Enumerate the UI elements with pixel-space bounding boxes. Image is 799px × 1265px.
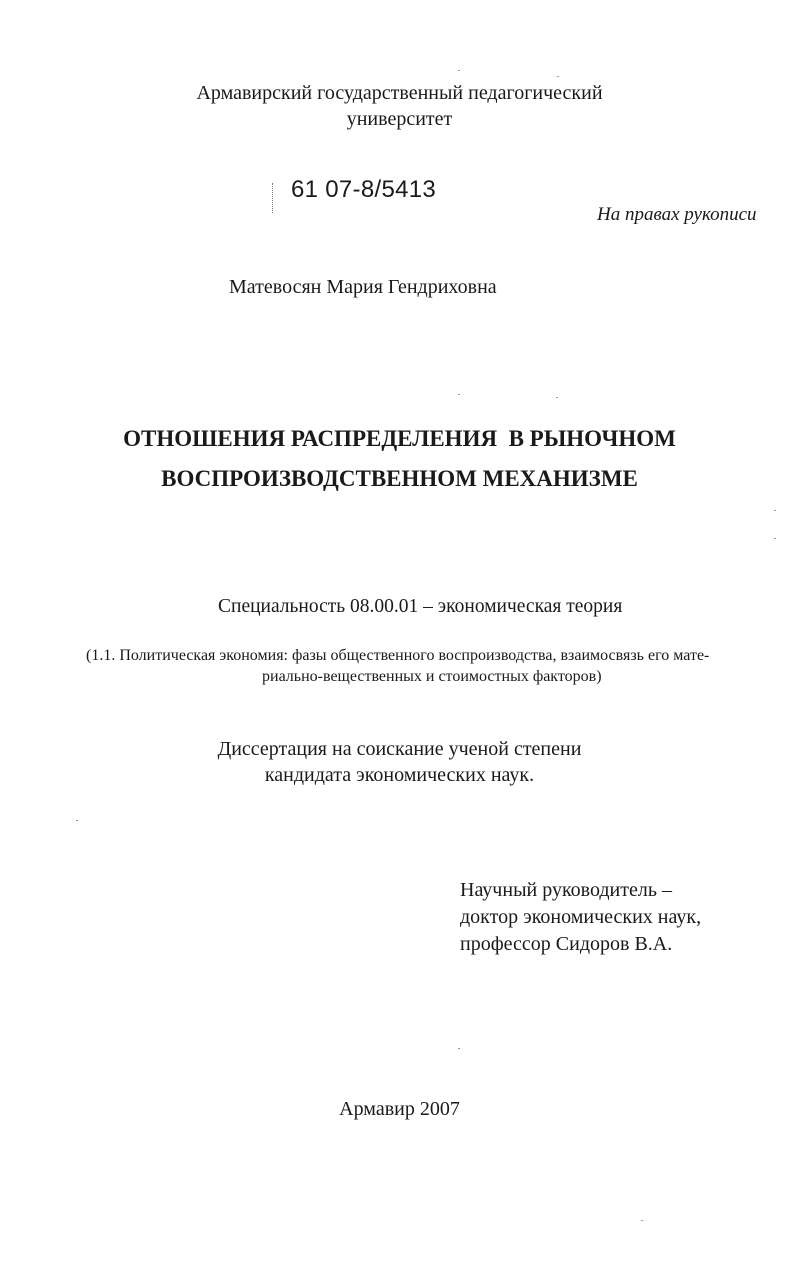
scan-speck [641, 1220, 643, 1221]
manuscript-rights: На правах рукописи [597, 204, 757, 225]
specialty-note-line-1: (1.1. Политическая экономия: фазы общественного воспроизводства, взаимосвязь его мате- [86, 647, 710, 664]
university-line-2: университет [346, 108, 453, 130]
title-line-2: ВОСПРОИЗВОДСТВЕННОМ МЕХАНИЗМЕ [161, 466, 638, 491]
supervisor-line-2: доктор экономических наук, [460, 906, 702, 928]
scan-speck [774, 510, 776, 511]
degree-line-2: кандидата экономических наук. [264, 764, 535, 786]
dissertation-title [0, 419, 799, 499]
university-line-1: Армавирский государственный педагогический [196, 82, 603, 104]
scan-speck [458, 1048, 460, 1049]
scan-speck [556, 397, 558, 398]
scan-speck [774, 538, 776, 539]
dissertation-degree [0, 736, 799, 788]
scan-speck [458, 394, 460, 395]
registration-code: 61 07-8/5413 [291, 176, 437, 203]
specialty: Специальность 08.00.01 – экономическая теория [218, 596, 623, 617]
code-margin-mark [272, 183, 274, 213]
scan-speck [76, 820, 78, 821]
title-line-1: ОТНОШЕНИЯ РАСПРЕДЕЛЕНИЯ В РЫНОЧНОМ [123, 426, 676, 451]
city-year: Армавир 2007 [339, 1098, 460, 1120]
author-name: Матевосян Мария Гендриховна [229, 276, 497, 298]
supervisor-line-1: Научный руководитель – [460, 879, 672, 901]
university-name [0, 80, 799, 132]
degree-line-1: Диссертация на соискание ученой степени [217, 738, 582, 760]
scan-speck [557, 76, 559, 77]
supervisor-line-3: профессор Сидоров В.А. [460, 933, 673, 955]
specialty-note [86, 645, 709, 687]
scientific-supervisor [460, 877, 701, 958]
specialty-note-line-2: риально-вещественных и стоимостных факторов) [262, 668, 602, 685]
scan-speck [458, 70, 460, 71]
